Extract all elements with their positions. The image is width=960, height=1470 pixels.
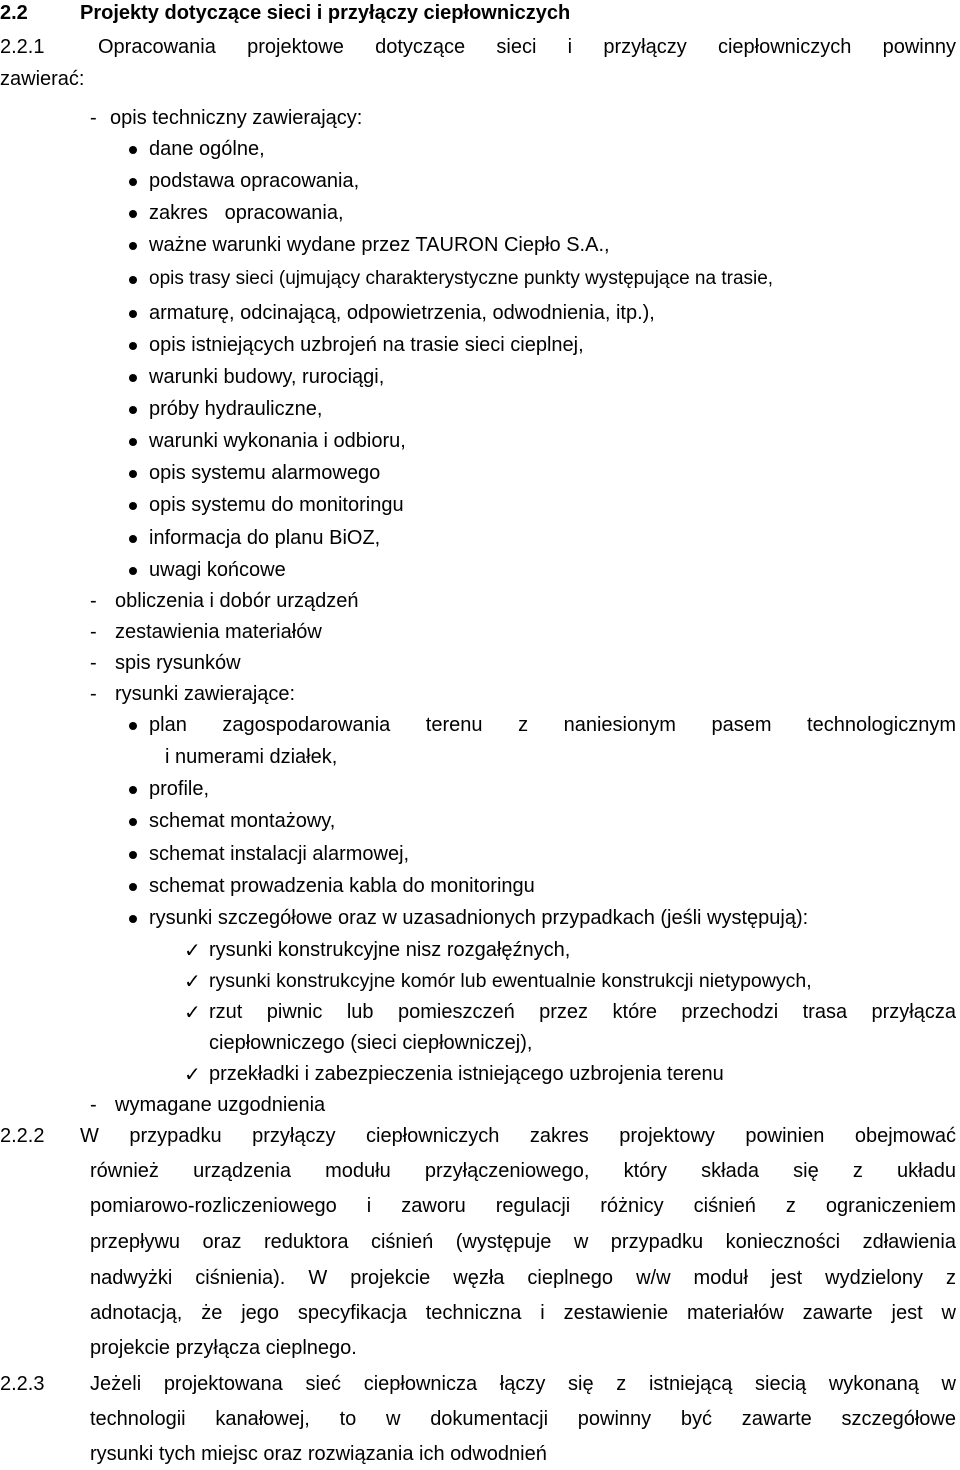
paragraph-line: pomiarowo-rozliczeniowego i zaworu regulacji różnicy ciśnień z ograniczeniem xyxy=(90,1195,956,1217)
list-item: rysunki szczegółowe oraz w uzasadnionych przypadkach (jeśli występują): xyxy=(149,907,809,929)
subsection-number: 2.2.2 xyxy=(0,1125,45,1147)
list-item: obliczenia i dobór urządzeń xyxy=(115,590,359,612)
list-item: schemat instalacji alarmowej, xyxy=(149,843,410,865)
list-item: warunki wykonania i odbioru, xyxy=(149,430,406,452)
dash-marker: - xyxy=(90,621,97,643)
bullet-icon xyxy=(129,276,137,284)
bullet-icon xyxy=(129,470,137,478)
list-item: rysunki zawierające: xyxy=(115,683,296,705)
dash-marker: - xyxy=(90,683,97,705)
bullet-icon xyxy=(129,438,137,446)
bullet-icon xyxy=(129,374,137,382)
dash-marker: - xyxy=(90,652,97,674)
list-item-continuation: i numerami działek, xyxy=(165,746,338,768)
list-item: opis istniejących uzbrojeń na trasie sieci cieplnej, xyxy=(149,334,584,356)
list-item: opis trasy sieci (ujmujący charakterystyczne punkty występujące na trasie, xyxy=(149,268,774,289)
bullet-icon xyxy=(129,567,137,575)
check-item-continuation: ciepłowniczego (sieci ciepłowniczej), xyxy=(209,1032,533,1054)
paragraph-line: zawierać: xyxy=(0,68,85,90)
subsection-number: 2.2.1 xyxy=(0,36,45,58)
section-number: 2.2 xyxy=(0,2,28,24)
list-item: spis rysunków xyxy=(115,652,241,674)
list-item: uwagi końcowe xyxy=(149,559,286,581)
list-item: ważne warunki wydane przez TAURON Ciepło S.A., xyxy=(149,234,610,256)
list-item: zakres opracowania, xyxy=(149,202,344,224)
list-item: zestawienia materiałów xyxy=(115,621,322,643)
list-item: schemat prowadzenia kabla do monitoringu xyxy=(149,875,535,897)
check-item: rzut piwnic lub pomieszczeń przez które przechodzi trasa przyłącza xyxy=(209,1001,956,1023)
dash-marker: - xyxy=(90,590,97,612)
list-item: profile, xyxy=(149,778,210,800)
list-item: wymagane uzgodnienia xyxy=(115,1094,326,1116)
list-item: informacja do planu BiOZ, xyxy=(149,527,381,549)
bullet-icon xyxy=(129,342,137,350)
checkmark-icon: ✓ xyxy=(184,1000,201,1024)
paragraph-line: nadwyżki ciśnienia). W projekcie węzła cieplnego w/w moduł jest wydzielony z xyxy=(90,1267,956,1289)
dash-marker: - xyxy=(90,1094,97,1116)
paragraph-line: również urządzenia modułu przyłączeniowego, który składa się z układu xyxy=(90,1160,956,1182)
paragraph-line: Jeżeli projektowana sieć ciepłownicza łączy się z istniejącą siecią wykonaną w xyxy=(90,1373,956,1395)
bullet-icon xyxy=(129,310,137,318)
list-item: plan zagospodarowania terenu z naniesionym pasem technologicznym xyxy=(149,714,956,736)
check-item: rysunki konstrukcyjne komór lub ewentualnie konstrukcji nietypowych, xyxy=(209,970,812,992)
paragraph-line: rysunki tych miejsc oraz rozwiązania ich odwodnień xyxy=(90,1443,547,1465)
bullet-icon xyxy=(129,883,137,891)
bullet-icon xyxy=(129,178,137,186)
section-title: Projekty dotyczące sieci i przyłączy ciepłowniczych xyxy=(80,2,571,24)
bullet-icon xyxy=(129,242,137,250)
dash-marker: - xyxy=(90,107,97,129)
checkmark-icon: ✓ xyxy=(184,938,201,962)
bullet-icon xyxy=(129,406,137,414)
paragraph-line: Opracowania projektowe dotyczące sieci i przyłączy ciepłowniczych powinny xyxy=(98,36,956,58)
check-item: przekładki i zabezpieczenia istniejącego uzbrojenia terenu xyxy=(209,1063,724,1085)
bullet-icon xyxy=(129,535,137,543)
list-item: opis systemu alarmowego xyxy=(149,462,381,484)
checkmark-icon: ✓ xyxy=(184,1062,201,1086)
paragraph-line: projekcie przyłącza cieplnego. xyxy=(90,1337,357,1359)
bullet-icon xyxy=(129,915,137,923)
list-item-label: opis techniczny zawierający: xyxy=(110,107,363,129)
paragraph-line: przepływu oraz reduktora ciśnień (występuje w przypadku konieczności zdławienia xyxy=(90,1231,956,1253)
bullet-icon xyxy=(129,210,137,218)
bullet-icon xyxy=(129,146,137,154)
list-item: próby hydrauliczne, xyxy=(149,398,323,420)
list-item: warunki budowy, rurociągi, xyxy=(149,366,385,388)
list-item: schemat montażowy, xyxy=(149,810,336,832)
paragraph-line: adnotacją, że jego specyfikacja techniczna i zestawienie materiałów zawarte jest w xyxy=(90,1302,956,1324)
list-item: armaturę, odcinającą, odpowietrzenia, odwodnienia, itp.), xyxy=(149,302,655,324)
list-item: opis systemu do monitoringu xyxy=(149,494,404,516)
paragraph-line: technologii kanałowej, to w dokumentacji powinny być zawarte szczegółowe xyxy=(90,1408,956,1430)
bullet-icon xyxy=(129,502,137,510)
list-item: podstawa opracowania, xyxy=(149,170,360,192)
list-item: dane ogólne, xyxy=(149,138,265,160)
check-item: rysunki konstrukcyjne nisz rozgałęźnych, xyxy=(209,939,571,961)
bullet-icon xyxy=(129,722,137,730)
bullet-icon xyxy=(129,851,137,859)
bullet-icon xyxy=(129,818,137,826)
checkmark-icon: ✓ xyxy=(184,969,201,993)
paragraph-line: W przypadku przyłączy ciepłowniczych zakres projektowy powinien obejmować xyxy=(80,1125,956,1147)
bullet-icon xyxy=(129,786,137,794)
subsection-number: 2.2.3 xyxy=(0,1373,45,1395)
